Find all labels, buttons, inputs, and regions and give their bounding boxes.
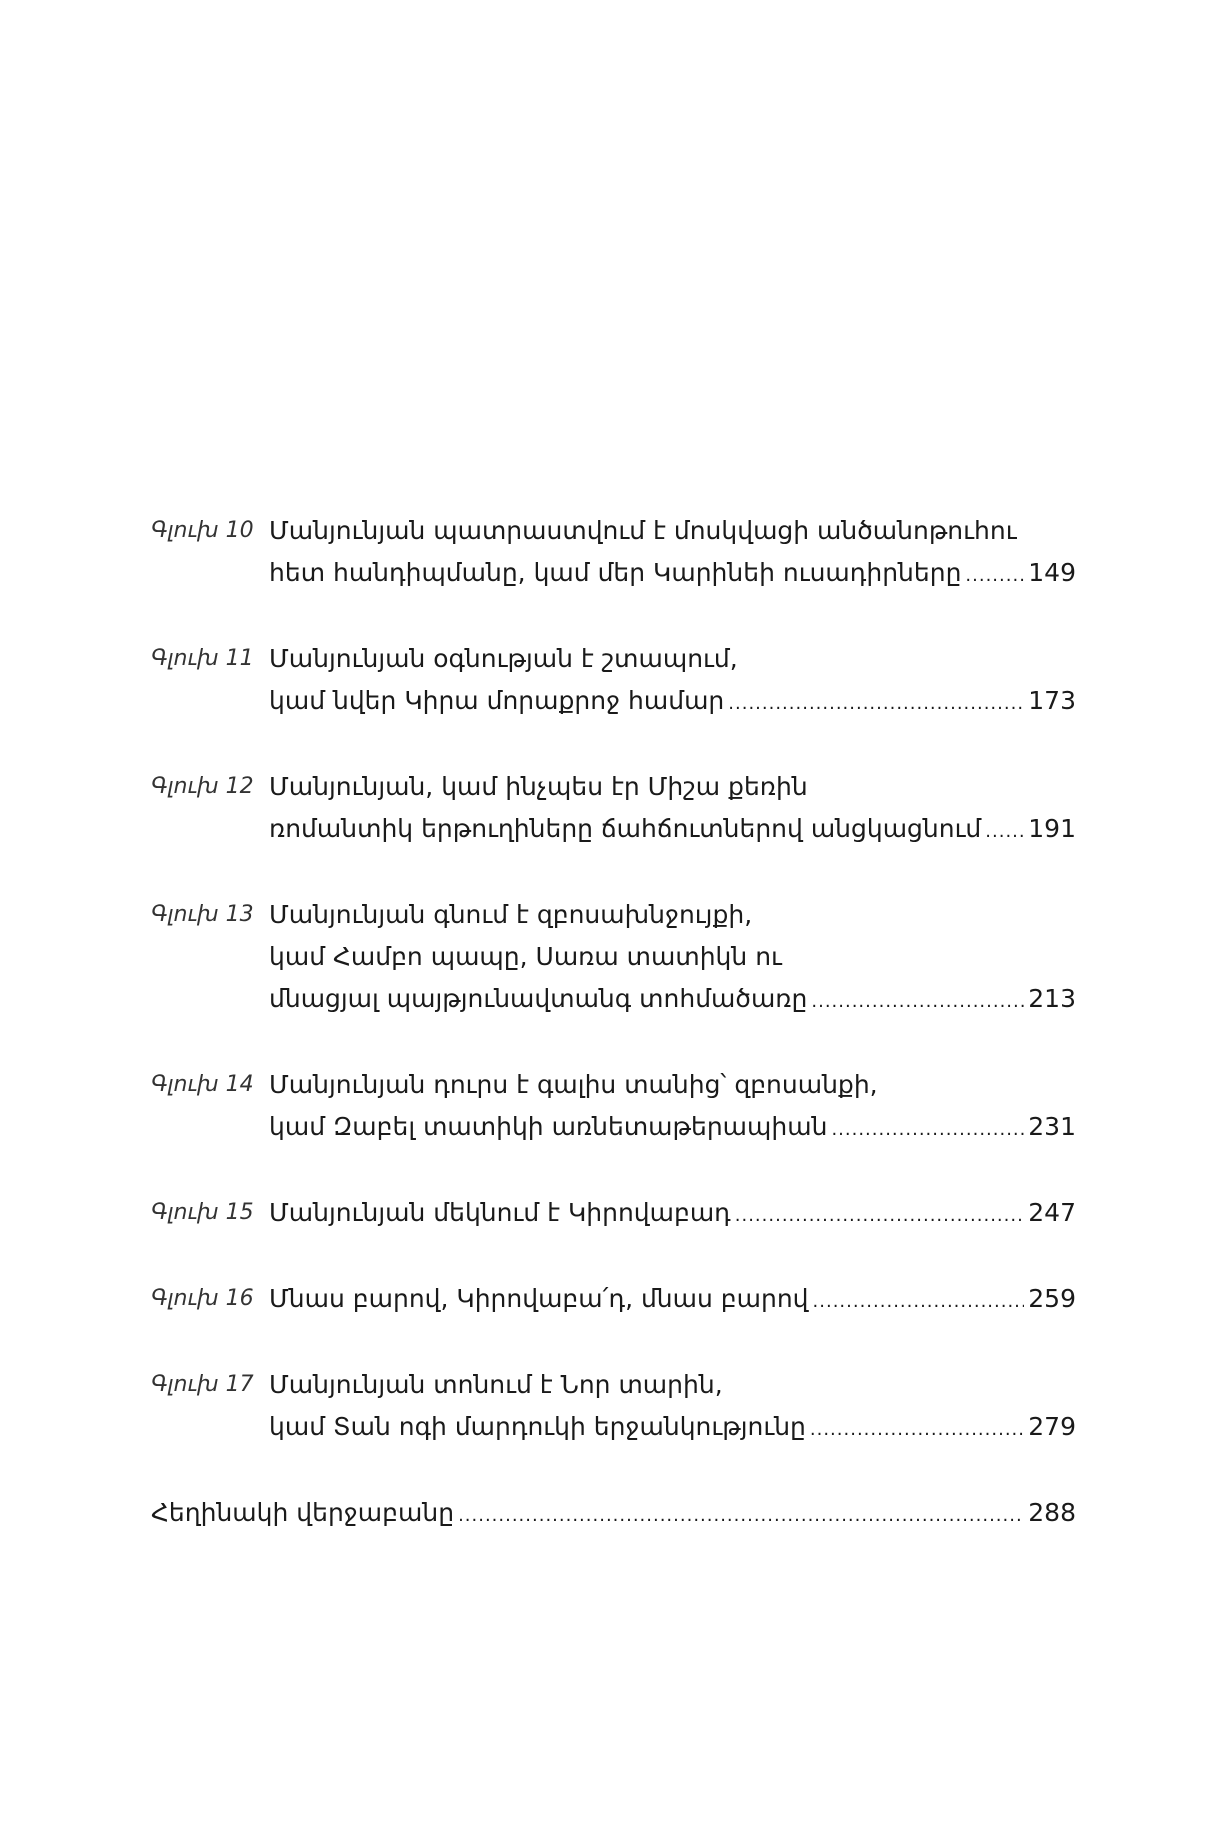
chapter-title-line: Մանյունյան դուրս է գալիս տանից՝ զբոսանքի, — [269, 1070, 878, 1099]
chapter-label: Գլուխ 15 — [151, 1200, 254, 1225]
page-number: 149 — [1028, 558, 1076, 587]
chapter-title-line — [269, 552, 1076, 597]
page-number: 173 — [1028, 686, 1076, 715]
toc-entry-afterword[interactable] — [151, 1492, 1076, 1537]
toc-entry-chapter-13[interactable] — [151, 894, 1076, 1023]
dot-leader — [965, 555, 1024, 597]
page-number: 213 — [1028, 984, 1076, 1013]
chapter-title-line — [269, 1406, 1076, 1451]
chapter-title-text: հետ հանդիպմանը, կամ մեր Կարինեի ուսադիրները — [269, 558, 962, 587]
page-number: 288 — [1028, 1498, 1076, 1527]
dot-leader — [811, 981, 1024, 1023]
page-number: 247 — [1028, 1198, 1076, 1227]
chapter-title-line: Մանյունյան պատրաստվում է մոսկվացի անծանոթուհու — [269, 516, 1017, 545]
chapter-title-line — [269, 1106, 1076, 1151]
dot-leader — [458, 1495, 1024, 1537]
chapter-label: Գլուխ 13 — [151, 902, 254, 927]
toc-entry-chapter-12[interactable] — [151, 766, 1076, 853]
chapter-title — [269, 1192, 1076, 1237]
dot-leader — [728, 683, 1024, 725]
chapter-title-line — [269, 1192, 1076, 1237]
afterword-title — [151, 1492, 1076, 1537]
chapter-title-line — [269, 680, 1076, 725]
chapter-title — [269, 1364, 1076, 1451]
chapter-title — [269, 638, 1076, 725]
toc-entry-chapter-10[interactable] — [151, 510, 1076, 597]
toc-entry-chapter-17[interactable] — [151, 1364, 1076, 1451]
dot-leader — [735, 1195, 1025, 1237]
table-of-contents — [151, 510, 1076, 1578]
chapter-title — [269, 1278, 1076, 1323]
chapter-title — [269, 894, 1076, 1023]
chapter-title-line: կամ Համբո պապը, Սառա տատիկն ու — [269, 942, 782, 971]
chapter-title — [269, 510, 1076, 597]
chapter-title-text: Մնաս բարով, Կիրովաբա՛դ, մնաս բարով — [269, 1284, 809, 1313]
chapter-title-text: կամ Զաբել տատիկի առնետաթերապիան — [269, 1112, 828, 1141]
chapter-title-line: Մանյունյան տոնում է Նոր տարին, — [269, 1370, 723, 1399]
chapter-label: Գլուխ 16 — [151, 1286, 254, 1311]
chapter-label: Գլուխ 14 — [151, 1072, 254, 1097]
chapter-title-line: Մանյունյան օգնության է շտապում, — [269, 644, 738, 673]
chapter-title-text: Մանյունյան մեկնում է Կիրովաբադ — [269, 1198, 731, 1227]
chapter-title-line: Մանյունյան գնում է զբոսախնջույքի, — [269, 900, 753, 929]
afterword-line — [151, 1492, 1076, 1537]
chapter-title-line — [269, 808, 1076, 853]
dot-leader — [985, 811, 1024, 853]
chapter-label: Գլուխ 12 — [151, 774, 254, 799]
chapter-title — [269, 766, 1076, 853]
dot-leader — [831, 1109, 1024, 1151]
page-number: 279 — [1028, 1412, 1076, 1441]
chapter-title-line — [269, 978, 1076, 1023]
chapter-label: Գլուխ 10 — [151, 518, 254, 543]
toc-entry-chapter-15[interactable] — [151, 1192, 1076, 1237]
chapter-title-line — [269, 1278, 1076, 1323]
chapter-label: Գլուխ 17 — [151, 1372, 254, 1397]
toc-entry-chapter-11[interactable] — [151, 638, 1076, 725]
chapter-title-text: ռոմանտիկ երթուղիները ճահճուտներով անցկացնում — [269, 814, 982, 843]
page-number: 259 — [1028, 1284, 1076, 1313]
chapter-title-text: կամ Տան ոգի մարդուկի երջանկությունը — [269, 1412, 806, 1441]
chapter-label: Գլուխ 11 — [151, 646, 254, 671]
dot-leader — [810, 1409, 1024, 1451]
page-number: 191 — [1028, 814, 1076, 843]
toc-entry-chapter-14[interactable] — [151, 1064, 1076, 1151]
chapter-title-line: Մանյունյան, կամ ինչպես էր Միշա քեռին — [269, 772, 808, 801]
dot-leader — [813, 1281, 1025, 1323]
page-number: 231 — [1028, 1112, 1076, 1141]
chapter-title-text: մնացյալ պայթյունավտանգ տոհմածառը — [269, 984, 808, 1013]
afterword-text: Հեղինակի վերջաբանը — [151, 1498, 455, 1527]
chapter-title — [269, 1064, 1076, 1151]
toc-entry-chapter-16[interactable] — [151, 1278, 1076, 1323]
chapter-title-text: կամ նվեր Կիրա մորաքրոջ համար — [269, 686, 725, 715]
